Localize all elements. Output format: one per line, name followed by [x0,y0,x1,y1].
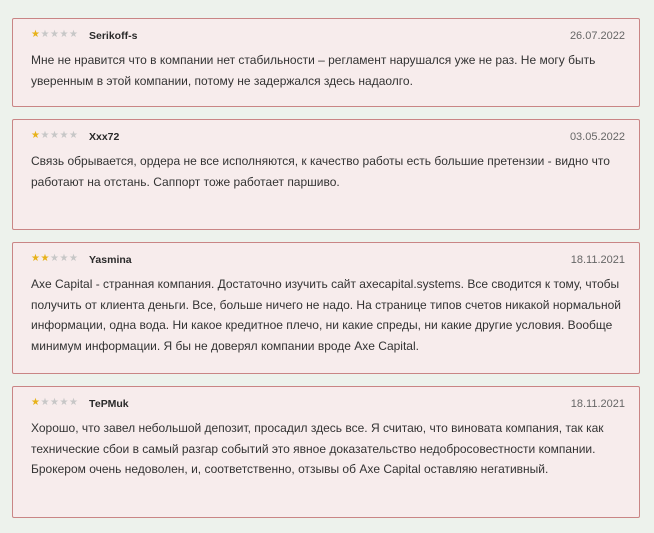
review-card [12,242,640,374]
review-card [12,386,640,518]
star-icon: ★ [69,253,78,264]
review-date: 03.05.2022 [569,131,625,143]
review-text: Мне не нравится что в компании нет стабильности – регламент нарушался уже не раз. Не могу быть уверенным в этой компании, потому не задержался здесь надаолго. [31,53,596,88]
star-icon: ★ [50,397,59,408]
review-author: Xxx72 [89,131,120,143]
star-icon: ★ [31,130,40,141]
star-icon: ★ [69,397,78,408]
review-date: 26.07.2022 [569,30,625,42]
star-icon: ★ [31,29,40,40]
star-icon: ★ [31,397,40,408]
star-icon: ★ [59,29,69,40]
review-date: 18.11.2021 [570,254,625,266]
star-icon: ★ [59,253,69,264]
star-icon: ★ [40,397,50,408]
star-icon: ★ [59,397,69,408]
star-icon: ★ [40,29,50,40]
star-rating [31,252,79,266]
star-icon: ★ [59,130,69,141]
star-icon: ★ [40,253,50,264]
review-date: 18.11.2021 [570,398,625,410]
review-text: Связь обрывается, ордера не все исполняются, к качество работы есть большие претензии - видно что работают на отстань. Саппорт тоже работает паршиво. [31,154,610,189]
review-card [12,18,640,107]
review-text: Axe Capital - странная компания. Достаточно изучить сайт axecapital.systems. Все сводится к тому, чтобы получить от клиента деньги. Все, больше ничего не надо. На странице типов счетов никакой нормальной информации, одна вода. Ни какое кредитное плечо, ни какие спреды, ни какие другие условия. Вообще минимум информации. Я бы не доверял компании вроде Axe Capital. [31,277,622,353]
star-icon: ★ [50,29,59,40]
review-author: Serikoff-s [89,30,138,42]
star-rating [31,396,79,410]
review-author: ТеРМuk [89,398,129,410]
star-icon: ★ [40,130,50,141]
star-rating [31,129,79,143]
star-icon: ★ [31,253,40,264]
review-card [12,119,640,230]
star-icon: ★ [69,130,78,141]
review-text: Хорошо, что завел небольшой депозит, просадил здесь все. Я считаю, что виновата компания, так как технические сбои в самый разгар событий это явное доказательство недобросовестности компании. Брокером очень недоволен, и, соответственно, отзывы об Axe Capital оставляю негативный. [31,421,604,476]
star-icon: ★ [50,253,59,264]
star-icon: ★ [50,130,59,141]
review-author: Yasmina [89,254,132,266]
star-icon: ★ [69,29,78,40]
star-rating [31,28,79,42]
